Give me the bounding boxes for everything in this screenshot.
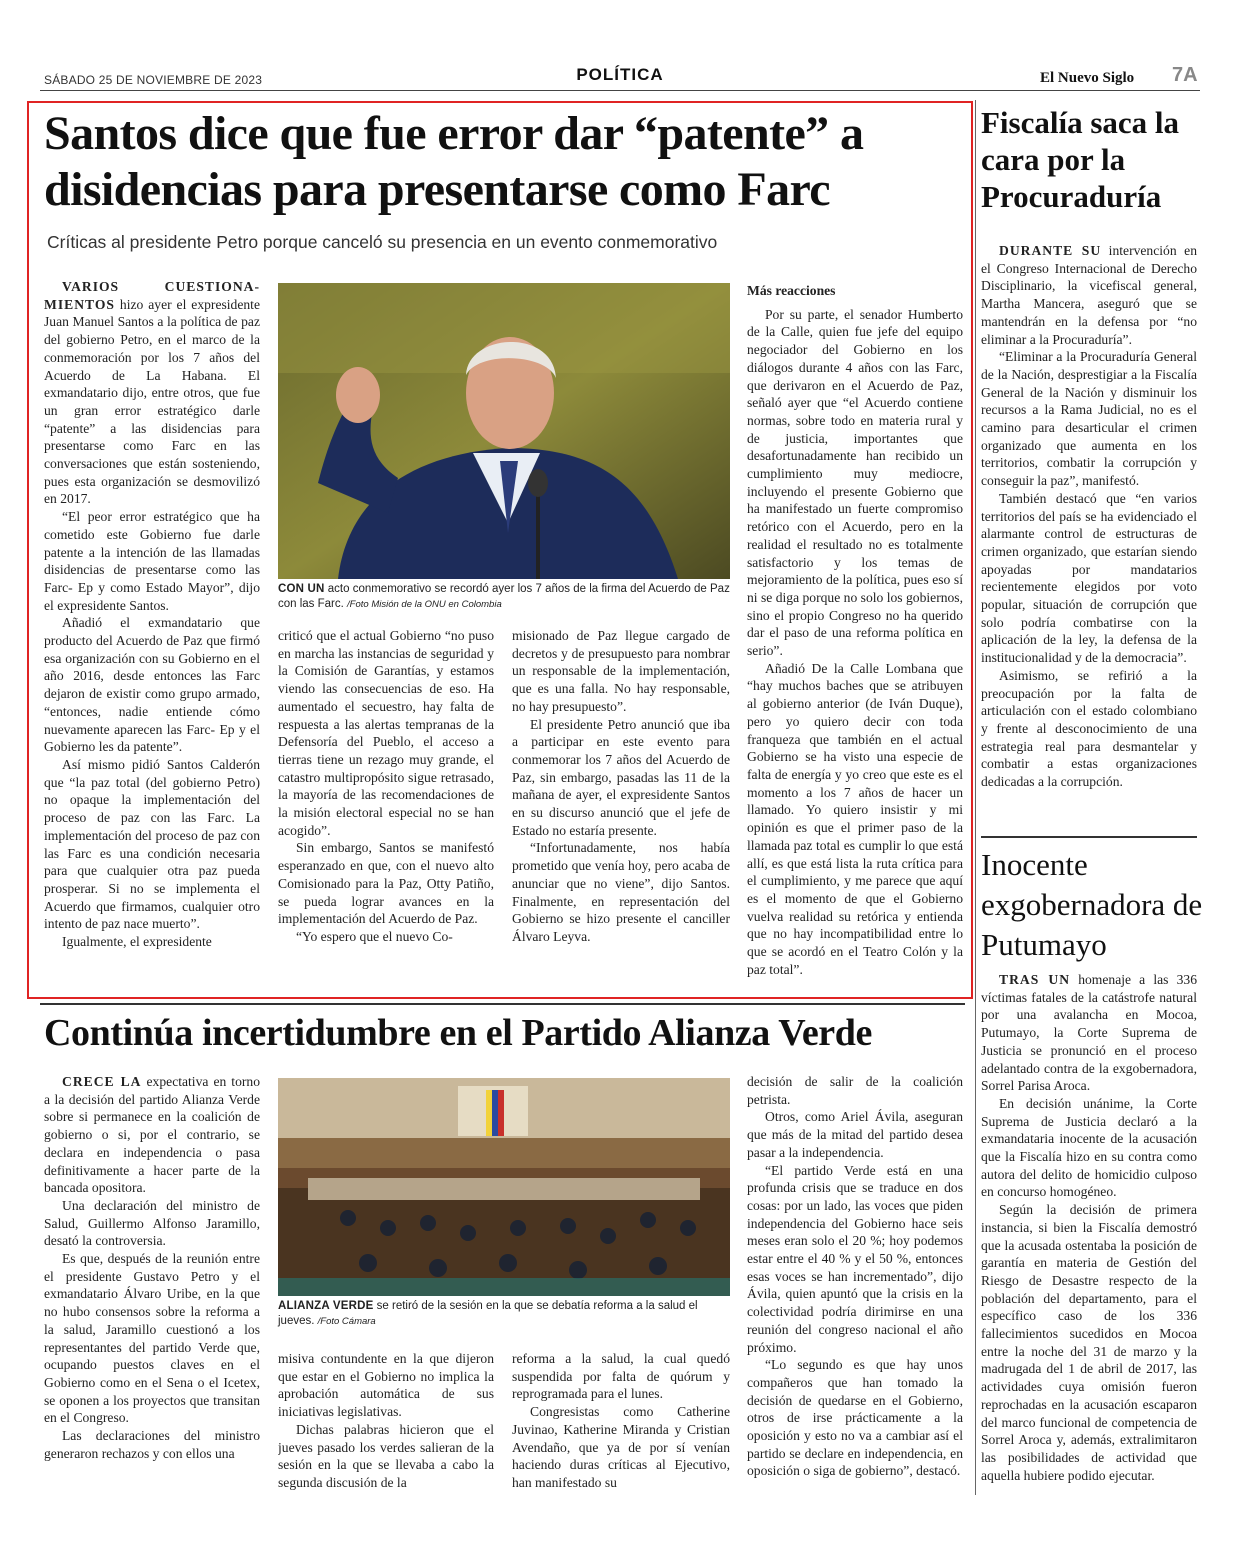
paragraph: expectativa en torno a la decisión del partido Alianza Verde sobre si permanece en la coalición de gobierno o si, por el contrario, se declara en independencia o pasa definitivamente a hacer parte de la bancada opositora.	[44, 1074, 260, 1196]
paragraph: Sin embargo, Santos se manifestó esperanzado en que, con el nuevo alto Comisionado para la Paz, Otty Patiño, se pueda lograr avances en la implementación del Acuerdo de Paz.	[278, 840, 494, 927]
subhead: Más reacciones	[747, 283, 836, 298]
photo-credit: /Foto Cámara	[317, 1316, 376, 1327]
paragraph: Es que, después de la reunión entre el presidente Gustavo Petro y el exmandatario Álvaro Uribe, en la que no hubo consensos sobre la reforma a la salud, Jaramillo cuestionó a los representantes del partido Verde que, ocupando puestos claves en el Gobierno como en el Sena o el Icetex, se oponen a los proyectos que transitan en el Congreso.	[44, 1251, 260, 1426]
section-divider	[40, 1003, 965, 1005]
congress-photo-illustration	[278, 1078, 730, 1296]
paragraph: Según la decisión de primera instancia, si bien la Fiscalía demostró que la acusada ostentaba la posición de garantía en materia de Gestión del Riesgo de Desastre respecto de la población del departamento, para el específico caso de los 336 fallecimientos sucedidos en Mocoa entre la noche del 31 de marzo y la madrugada del 1 de abril de 2017, las actividades cuya omisión fueron reprochadas en la acusación escaparon del marco funcional de competencia de Sorrel Aroca y, además, extralimitaron las posibilidades de actividad que aquella hubiere podido ejecutar.	[981, 1202, 1197, 1483]
caption-lead: ALIANZA VERDE	[278, 1300, 374, 1312]
paragraph: Otros, como Ariel Ávila, aseguran que más de la mitad del partido desea pasar a la independencia.	[747, 1109, 963, 1160]
main-column-2	[278, 627, 494, 984]
side-column-1	[981, 242, 1197, 828]
main-deck: Críticas al presidente Petro porque canceló su presencia en un evento conmemorativo	[47, 232, 718, 252]
second-column-1	[44, 1073, 260, 1497]
paragraph: criticó que el actual Gobierno “no puso en marcha las instancias de seguridad y la Comisión de Garantías, y estamos viendo las consecuencias de eso. Ha aumentado el secuestro, hay falta de respuesta a las alertas tempranas de la Defensoría del Pueblo, el acceso a tierras tiene un rezago muy grande, el catastro multipropósito sigue retrasado, la mayoría de las recomendaciones de la misión electoral especial no se han acogido”.	[278, 628, 494, 838]
paragraph: Igualmente, el expresidente	[62, 934, 212, 950]
paragraph: “Eliminar a la Procuraduría General de la Nación, desprestigiar a la Fiscalía General de la Nación y disminuir los recursos a la Rama Judicial, no es el camino para desarticular el crimen organizado que aumenta en los territorios, combatir la corrupción y conseguir la paz”, manifestó.	[981, 349, 1197, 489]
caption-text: se retiró de la sesión en la que se debatía reforma a la salud el jueves.	[278, 1300, 698, 1327]
paragraph: “Yo espero que el nuevo Co-	[296, 928, 453, 944]
side-column-2	[981, 971, 1197, 1496]
paragraph: decisión de salir de la coalición petrista.	[747, 1074, 963, 1107]
paragraph: Añadió el exmandatario que producto del Acuerdo de Paz que firmó esa organización con su Gobierno en el año 2016, desde entonces las Farc dejaron de existir como grupo armado, “entonces, nadie entiende cómo nuevamente aparecen las Farc- Ep y el Gobierno les da patente”.	[44, 615, 260, 755]
page-date: SÁBADO 25 DE NOVIEMBRE DE 2023	[44, 73, 263, 87]
paragraph: El presidente Petro anunció que iba a participar en este evento para conmemorar los 7 años del Acuerdo de Paz, sin embargo, pasadas las 11 de la mañana de ayer, el expresidente Santos en su discurso anunció que el jefe de Estado no estaría presente.	[512, 716, 730, 838]
paragraph: “El peor error estratégico que ha cometido este Gobierno fue darle patente a la intención de las llamadas disidencias de presentarse como las Farc- Ep y como Estado Mayor”, dijo el expresidente Santos.	[44, 509, 260, 613]
second-column-4	[747, 1073, 963, 1497]
main-column-3	[512, 627, 730, 984]
congress-photo	[278, 1078, 730, 1296]
page-number: 7A	[1172, 64, 1198, 86]
main-headline: Santos dice que fue error dar “patente” a disidencias para presentarse como Farc	[44, 107, 864, 216]
paragraph: hizo ayer el expresidente Juan Manuel Santos a la política de paz del gobierno Petro, en el marco de la conmemoración por los 7 años del Acuerdo de La Habana. El exmandatario dijo, entre otros, que fue un gran error estratégico darle “patente” a las disidencias para presentarse como Farc en las conversaciones que están sosteniendo, pues esta organización se desmovilizó en 2017.	[44, 296, 260, 507]
photo-credit: /Foto Misión de la ONU en Colombia	[347, 599, 502, 610]
main-column-1	[44, 278, 260, 984]
second-column-3	[512, 1350, 730, 1497]
santos-photo	[278, 283, 730, 579]
header-rule	[40, 90, 1200, 91]
paragraph: Añadió De la Calle Lombana que “hay muchos baches que se atribuyen al gobierno anterior (de Iván Duque), pero yo quiero decir con toda franqueza que también en el actual Gobierno se ha visto una especie de falta de energía y yo creo que este es el momento a los 7 años de hacer un llamado. Yo quiero insistir y mi opinión es que el primer paso de la llamada paz total es cumplir lo que está allí, es que está lista la ruta crítica para el cumplimiento, y me parece que aquí es el momento de que el Gobierno vuelva realidad su retórica y entienda que no hay incompatibilidad entre lo que se acordó en el Teatro Colón y la paz total”.	[747, 660, 963, 977]
paragraph: “El partido Verde está en una profunda crisis que se traduce en dos cosas: por un lado, las voces que piden independencia del Gobierno hace seis meses eran solo el 20 %; hoy podemos estar entre el 40 % y el 50 %, entonces esas voces se han incrementado”, dijo Ávila, quien apuntó que la crisis en la colectividad podría dirimirse en una reunión del congreso nacional el año próximo.	[747, 1162, 963, 1355]
second-headline: Continúa incertidumbre en el Partido Alianza Verde	[44, 1012, 872, 1054]
paragraph: reforma a la salud, la cual quedó suspendida por falta de quórum y reprogramada para el lunes.	[512, 1351, 730, 1402]
paragraph: También destacó que “en varios territorios del país se ha evidenciado el alarmante control de estructuras de crimen organizado, que estarían siendo apoyadas por mandatarios recientemente elegidos por voto popular, situación de corrupción que solo podría combatirse con la aplicación de la ley, la defensa de la institucionalidad y de la democracia”.	[981, 490, 1197, 666]
paragraph: intervención en el Congreso Internacional de Derecho Disciplinario, la vicefiscal general, Martha Mancera, aseguró que se mantendrán en la defensa por “no eliminar a la Procuraduría”.	[981, 243, 1197, 347]
lead-cap: VARIOS CUESTIONA-MIENTOS	[44, 279, 260, 312]
santos-photo-illustration	[278, 283, 730, 579]
paragraph: misiva contundente en la que dijeron que estar en el Gobierno no implica la aprobación automática de sus iniciativas legislativas.	[278, 1351, 494, 1420]
lead-cap: DURANTE SU	[999, 243, 1102, 258]
paragraph: misionado de Paz llegue cargado de decretos y de presupuesto para nombrar un responsable de la implementación, que es una falla. No hay responsable, no hay presupuesto”.	[512, 628, 730, 714]
paragraph: Una declaración del ministro de Salud, Guillermo Alfonso Jaramillo, desató la controversia.	[44, 1197, 260, 1249]
second-column-2	[278, 1350, 494, 1497]
paragraph: Asimismo, se refirió a la preocupación por la falta de articulación con el estado colombiano y frente al desconocimiento de una estrategia real para desmantelar y combatir a estas organizaciones dedicadas a la corrupción.	[981, 667, 1197, 790]
paragraph: Las declaraciones del ministro generaron rechazos y con ellos una	[44, 1428, 260, 1461]
side-headline-1: Fiscalía saca la cara por la Procuraduría	[981, 105, 1180, 214]
second-photo-caption	[278, 1299, 730, 1329]
paragraph: En decisión unánime, la Corte Suprema de Justicia declaró a la exmandataria inocente de la acusación que la Fiscalía hizo en su contra como autora del delito de homicidio culposo en concurso homogéneo.	[981, 1095, 1197, 1200]
lead-cap: CRECE LA	[62, 1074, 142, 1089]
paragraph: homenaje a las 336 víctimas fatales de la catástrofe natural por una avalancha en Mocoa, Putumayo, la Corte Suprema de Justicia se pronunció en el proceso adelantado contra de la exgobernadora, Sorrel Parisa Aroca.	[981, 972, 1197, 1094]
main-column-4	[747, 280, 963, 986]
paragraph: “Infortunadamente, nos había prometido que venía hoy, pero acaba de anunciar que no viene”, dijo Santos. Finalmente, en representación del Gobierno se hizo presente el canciller Álvaro Leyva.	[512, 840, 730, 944]
paragraph: Por su parte, el senador Humberto de la Calle, quien fue jefe del equipo negociador del Gobierno en los diálogos durante 4 años con las Farc, que derivaron en el Acuerdo de Paz, señaló ayer que “el Acuerdo contiene normas, sobre todo en materia rural y de justicia, importantes que desafortunadamente han recibido un cumplimiento muy mediocre, incluyendo el presente Gobierno que ha manifestado un fuerte compromiso retórico con el Acuerdo, pero en la realidad el resultado no es totalmente satisfactorio y los temas de mejoramiento de la política, pues eso sí ni se diga porque no solo los gobiernos, sino el propio Congreso no ha querido dar el paso de una reforma política en serio”.	[747, 306, 963, 659]
paragraph: Así mismo pidió Santos Calderón que “la paz total (del gobierno Petro) no opaque la implementación del proceso de paz con las Farc. La implementación del proceso de paz con las Farc es una condición necesaria para que cualquier otra paz pueda prosperar. Si no se implementa el Acuerdo que firmamos, cualquier otro intento de paz nace muerto”.	[44, 756, 260, 932]
paragraph: “Lo segundo es que hay unos compañeros que han tomado la decisión de quedarse en el Gobierno, otros de irse prácticamente a la oposición y esto no va a cambiar así el partido se declare en independencia, en oposición o siga de gobierno”, destacó.	[747, 1357, 963, 1479]
paragraph: Dichas palabras hicieron que el jueves pasado los verdes salieran de la sesión en la que se llevaba a cabo la segunda discusión de la	[278, 1421, 494, 1490]
main-photo-caption	[278, 582, 733, 612]
section-divider	[981, 836, 1197, 838]
column-rule	[975, 100, 976, 1495]
side-headline-2: Inocente exgobernadora de Putumayo	[981, 847, 1203, 962]
newspaper-name: El Nuevo Siglo	[1040, 70, 1135, 86]
lead-cap: TRAS UN	[999, 972, 1071, 987]
section-title: POLÍTICA	[576, 65, 664, 84]
paragraph: Congresistas como Catherine Juvinao, Katherine Miranda y Cristian Avendaño, que ya de por sí venían haciendo duras críticas al Ejecutivo, han manifestado su	[512, 1404, 730, 1490]
caption-text: acto conmemorativo se recordó ayer los 7 años de la firma del Acuerdo de Paz con las Farc.	[278, 583, 730, 610]
caption-lead: CON UN	[278, 583, 325, 595]
